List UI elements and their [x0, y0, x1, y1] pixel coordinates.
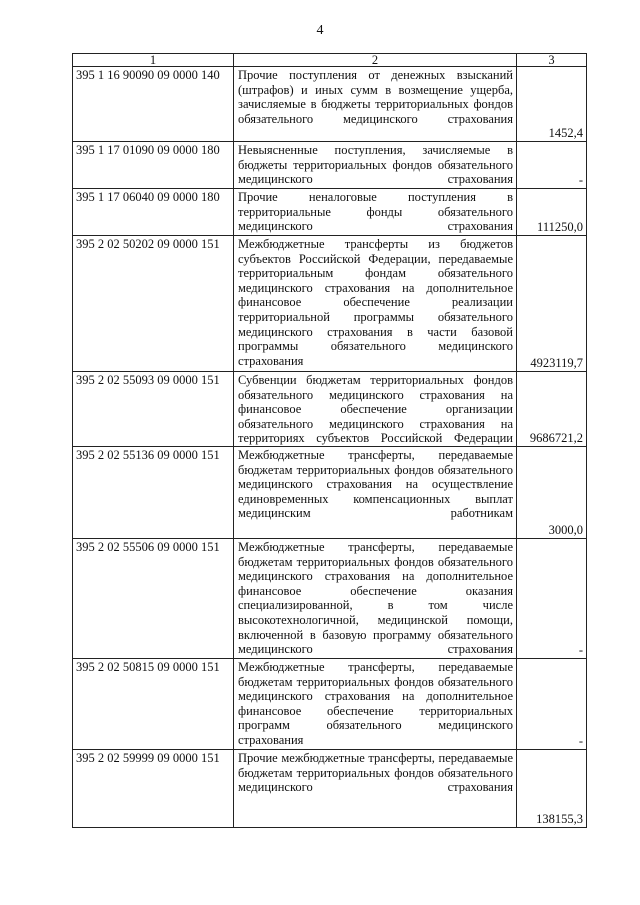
table-row	[73, 659, 587, 750]
row-code: 395 1 17 01090 09 0000 180	[73, 142, 234, 189]
row-code: 395 2 02 55093 09 0000 151	[73, 372, 234, 447]
table-row	[73, 67, 587, 142]
row-name: Невыясненные поступления, зачисляемые в бюджеты территориальных фондов обязательного медицинского страхования	[234, 142, 517, 189]
table-header-row	[73, 54, 587, 67]
row-amount: 9686721,2	[517, 372, 587, 447]
row-amount: 1452,4	[517, 67, 587, 142]
page-number: 4	[316, 23, 324, 38]
table-row	[73, 750, 587, 828]
table-row	[73, 142, 587, 189]
row-code: 395 2 02 50815 09 0000 151	[73, 659, 234, 750]
row-code: 395 2 02 59999 09 0000 151	[73, 750, 234, 828]
row-amount: -	[517, 142, 587, 189]
table-row	[73, 372, 587, 447]
column-header-amount: 3	[517, 54, 587, 67]
budget-revenue-table	[72, 53, 587, 828]
table-row	[73, 189, 587, 236]
column-header-code: 1	[73, 54, 234, 67]
row-code: 395 1 17 06040 09 0000 180	[73, 189, 234, 236]
row-name: Межбюджетные трансферты, передаваемые бюджетам территориальных фондов обязательного медицинского страхования на дополнительное финансовое обеспечение оказания специализированной, в том числе высокотехнологичной, медицинской помощи, включенной в базовую программу обязательного медицинского страхования	[234, 539, 517, 659]
table-row	[73, 447, 587, 539]
row-amount: 3000,0	[517, 447, 587, 539]
row-amount: 4923119,7	[517, 236, 587, 372]
row-name: Субвенции бюджетам территориальных фондов обязательного медицинского страхования на финансовое обеспечение организации обязательного медицинского страхования на территориях субъектов Российской Федерации	[234, 372, 517, 447]
row-code: 395 1 16 90090 09 0000 140	[73, 67, 234, 142]
row-amount: -	[517, 539, 587, 659]
row-code: 395 2 02 50202 09 0000 151	[73, 236, 234, 372]
row-code: 395 2 02 55506 09 0000 151	[73, 539, 234, 659]
row-amount: -	[517, 659, 587, 750]
row-amount: 111250,0	[517, 189, 587, 236]
row-name: Межбюджетные трансферты, передаваемые бюджетам территориальных фондов обязательного медицинского страхования на дополнительное финансовое обеспечение территориальных программ обязательного медицинского страхования	[234, 659, 517, 750]
row-name: Прочие межбюджетные трансферты, передаваемые бюджетам территориальных фондов обязательного медицинского страхования	[234, 750, 517, 828]
row-name: Межбюджетные трансферты из бюджетов субъектов Российской Федерации, передаваемые территориальным фондам обязательного медицинского страхования на дополнительное финансовое обеспечение реализации территориальной программы обязательного медицинского страхования в части базовой программы обязательного медицинского страхования	[234, 236, 517, 372]
column-header-name: 2	[234, 54, 517, 67]
row-amount: 138155,3	[517, 750, 587, 828]
row-name: Прочие неналоговые поступления в территориальные фонды обязательного медицинского страхования	[234, 189, 517, 236]
row-name: Прочие поступления от денежных взысканий (штрафов) и иных сумм в возмещение ущерба, зачисляемые в бюджеты территориальных фондов обязательного медицинского страхования	[234, 67, 517, 142]
table-row	[73, 539, 587, 659]
row-name: Межбюджетные трансферты, передаваемые бюджетам территориальных фондов обязательного медицинского страхования на осуществление единовременных компенсационных выплат медицинским работникам	[234, 447, 517, 539]
table-row	[73, 236, 587, 372]
row-code: 395 2 02 55136 09 0000 151	[73, 447, 234, 539]
